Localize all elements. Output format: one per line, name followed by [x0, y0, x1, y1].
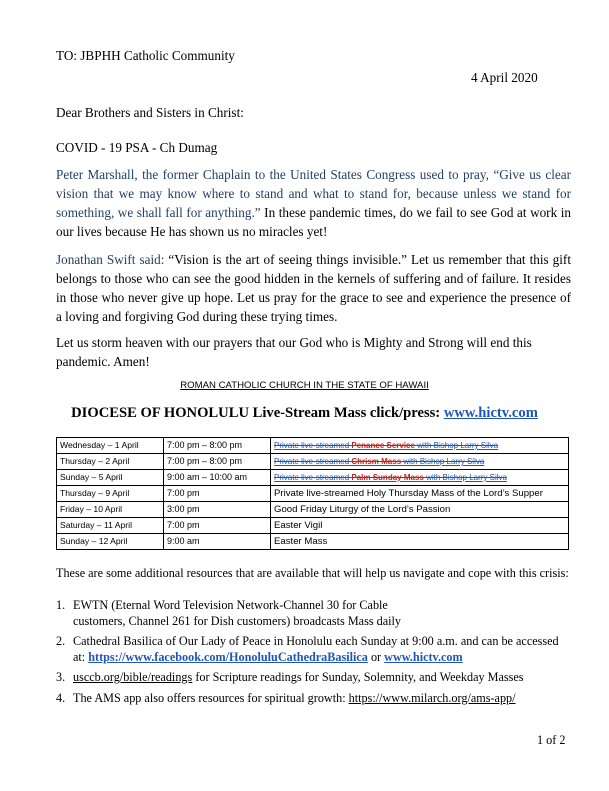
salutation: Dear Brothers and Sisters in Christ: — [56, 105, 244, 120]
paragraph-marshall-tail: In these pandemic times, do we fail to see God at work in our lives because He has shown us no miracles yet! — [56, 205, 571, 239]
schedule-time: 7:00 pm – 8:00 pm — [164, 454, 271, 470]
schedule-event: Private live-streamed Holy Thursday Mass of the Lord’s Supper — [271, 486, 569, 502]
schedule-event: Easter Mass — [271, 534, 569, 550]
resource-item-ams — [56, 691, 576, 707]
event-highlight: Penance Service — [351, 441, 415, 450]
resource-text: or — [367, 649, 385, 664]
schedule-day: Sunday – 12 April — [57, 534, 164, 550]
resource-text: The AMS app also offers resources for spiritual growth: — [73, 690, 349, 705]
resource-item-cathedral — [56, 634, 576, 665]
mass-schedule-table — [56, 437, 569, 550]
table-row — [57, 470, 569, 486]
event-highlight: Chrism Mass — [351, 457, 402, 466]
paragraph-marshall-lead: Peter Marshall, — [56, 167, 138, 182]
resource-item-ewtn — [56, 598, 576, 629]
resources-list — [56, 598, 576, 711]
table-row — [57, 518, 569, 534]
table-row — [57, 454, 569, 470]
paragraph-marshall-quote: the former Chaplain to the United States Congress used to pray, “Give us clear vision that we may know where to stand and what to stand for, because unless we stand for something, we shall fall for anything.” — [56, 167, 571, 220]
resource-text: customers, Channel 261 for Dish customers) broadcasts Mass daily — [73, 613, 401, 628]
hictv-link[interactable]: www.hictv.com — [443, 405, 538, 421]
letter-date: 4 April 2020 — [471, 70, 538, 85]
paragraph-closing-text: Let us storm heaven with our prayers that our God who is Mighty and Strong will end this pandemic. Amen! — [56, 335, 532, 369]
schedule-day: Thursday – 2 April — [57, 454, 164, 470]
schedule-time: 9:00 am — [164, 534, 271, 550]
paragraph-swift — [56, 250, 571, 326]
table-row — [57, 502, 569, 518]
table-row — [57, 534, 569, 550]
schedule-day: Thursday – 9 April — [57, 486, 164, 502]
schedule-time: 7:00 pm – 8:00 pm — [164, 438, 271, 454]
event-link[interactable]: Private live-streamed Penance Service with Bishop Larry Silva — [274, 441, 499, 450]
ams-app-link[interactable]: https://www.milarch.org/ams-app/ — [348, 690, 516, 705]
resource-text: Cathedral Basilica of Our Lady of Peace in Honolulu each Sunday at 9:00 a.m. and can be accessed — [73, 634, 559, 648]
resource-item-usccb — [56, 670, 576, 686]
paragraph-swift-lead: Jonathan Swift said: — [56, 252, 165, 267]
schedule-day: Friday – 10 April — [57, 502, 164, 518]
list-number: 2. — [56, 634, 66, 648]
schedule-time: 7:00 pm — [164, 486, 271, 502]
diocese-heading-text: DIOCESE OF HONOLULU Live-Stream Mass click/press: — [71, 405, 444, 421]
facebook-cathedral-link[interactable]: https://www.facebook.com/HonoluluCathedraBasilica — [88, 649, 368, 664]
paragraph-swift-text: Jonathan Swift said: “Vision is the art of seeing things invisible.” Let us remember that this gift belongs to those who can see the good hidden in the kernels of suffering and of failure. It resides in those who never give up hope. Let us pray for the grace to see and experience the presence of a loving and forgiving God during these trying times. — [56, 252, 571, 324]
schedule-day: Saturday – 11 April — [57, 518, 164, 534]
schedule-event[interactable] — [271, 470, 569, 486]
resource-text: for Scripture readings for Sunday, Solemnity, and Weekday Masses — [192, 670, 524, 684]
page-number: 1 of 2 — [537, 733, 566, 747]
usccb-readings-link[interactable]: usccb.org/bible/readings — [73, 670, 193, 684]
subject-line: COVID - 19 PSA - Ch Dumag — [56, 140, 218, 155]
resources-intro: These are some additional resources that are available that will help us navigate and cope with this crisis: — [56, 566, 569, 580]
hictv-link-2[interactable]: www.hictv.com — [384, 649, 463, 664]
schedule-event[interactable] — [271, 438, 569, 454]
schedule-time: 7:00 pm — [164, 518, 271, 534]
schedule-day: Wednesday – 1 April — [57, 438, 164, 454]
resource-text: EWTN (Eternal Word Television Network-Channel 30 for Cable — [73, 598, 388, 612]
to-line: TO: JBPHH Catholic Community — [56, 48, 235, 63]
list-number: 1. — [56, 598, 66, 612]
paragraph-closing — [56, 333, 571, 371]
schedule-event[interactable] — [271, 454, 569, 470]
schedule-event: Good Friday Liturgy of the Lord’s Passion — [271, 502, 569, 518]
event-link[interactable]: Private live-streamed Palm Sunday Mass with Bishop Larry Silva — [274, 473, 507, 482]
event-highlight: Palm Sunday Mass — [351, 473, 424, 482]
resource-text: at: — [73, 649, 89, 664]
table-row — [57, 486, 569, 502]
church-heading: ROMAN CATHOLIC CHURCH IN THE STATE OF HAWAII — [180, 380, 429, 391]
schedule-event: Easter Vigil — [271, 518, 569, 534]
list-number: 4. — [56, 690, 66, 705]
table-row — [57, 438, 569, 454]
list-number: 3. — [56, 670, 66, 684]
schedule-day: Sunday – 5 April — [57, 470, 164, 486]
resource-links-line — [73, 650, 576, 666]
schedule-time: 3:00 pm — [164, 502, 271, 518]
event-link[interactable]: Private live-streamed Chrism Mass with Bishop Larry Silva — [274, 457, 485, 466]
diocese-heading — [0, 405, 609, 422]
paragraph-marshall — [56, 165, 571, 241]
schedule-time: 9:00 am – 10:00 am — [164, 470, 271, 486]
